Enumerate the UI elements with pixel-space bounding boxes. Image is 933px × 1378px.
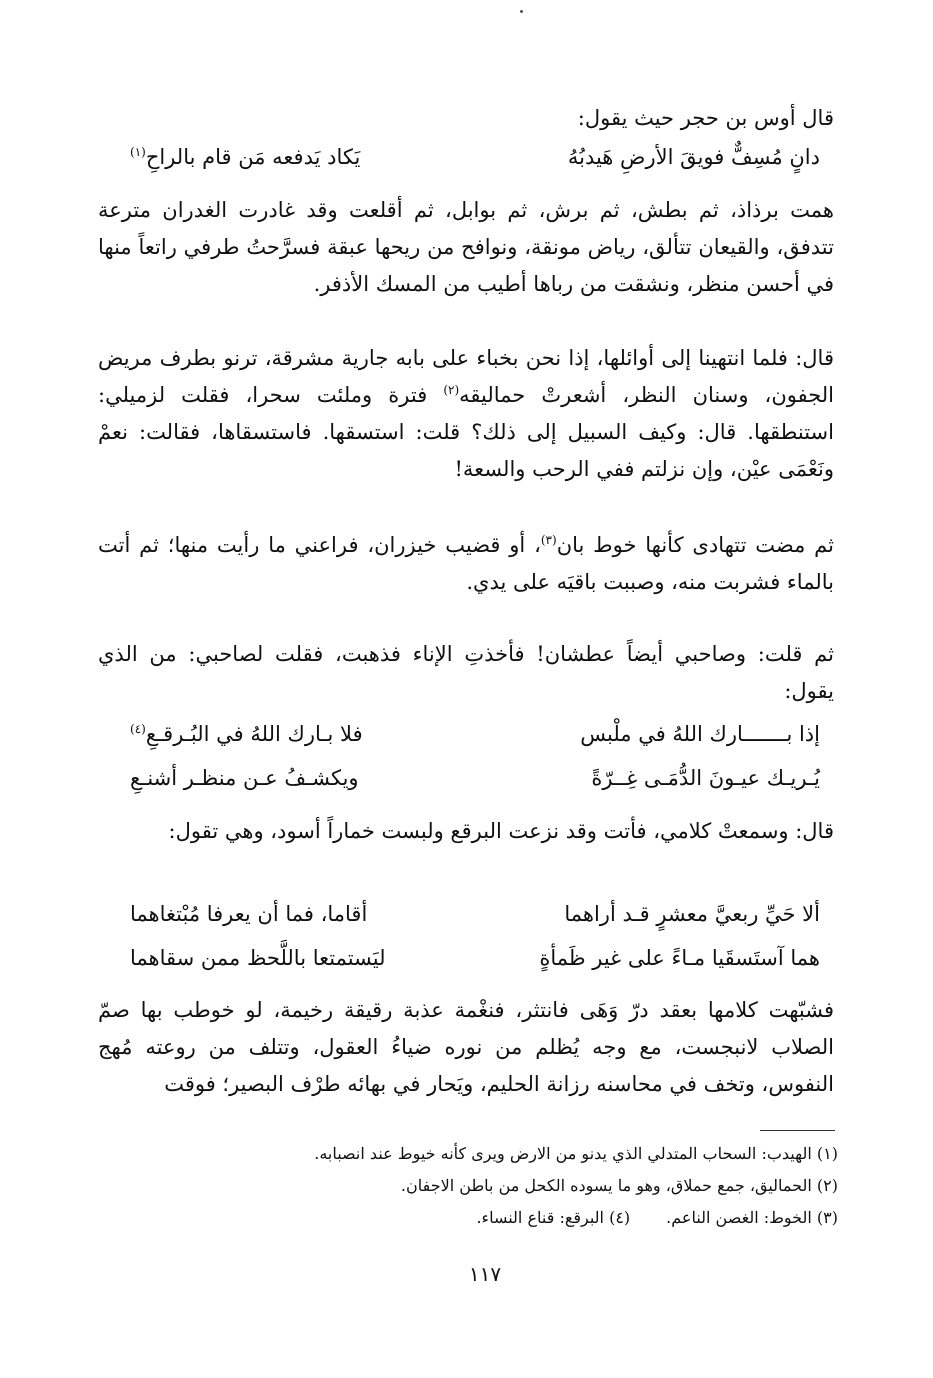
paragraph-2-part-a: قال: فلما انتهينا إلى أوائلها، إذا نحن بخباء على بابه جارية مشرقة، ترنو بطرف مريض الجفون، وسنان النظر، أشعرتْ حماليقه (98, 346, 834, 407)
verse-2-right-hemistich: إذا بـــــــارك اللهُ في ملْبس (580, 722, 820, 746)
paragraph-2-part-b: فترة وملئت سحرا، فقلت لزميلي: استنطقها. قال: وكيف السبيل إلى ذلك؟ قلت: استسقها. فاستسقاها، فقالت: نعمْ ونَعْمَى عيْن، وإن نزلتم ففي الرحب والسعة! (98, 383, 834, 481)
verse-5-left-hemistich: ليَستمتعا باللَّحظ ممن سقاهما (130, 946, 386, 970)
footnote-ref-4[interactable]: (٤) (130, 722, 146, 736)
verse-4 (130, 896, 820, 932)
paragraph-3-part-b: ، أو قضيب خيزران، فراعني ما رأيت منها؛ ثم أتت بالماء فشربت منه، وصببت باقيَه على يدي. (98, 533, 834, 594)
scan-dot (520, 10, 523, 13)
paragraph-5: قال: وسمعتْ كلامي، فأتت وقد نزعت البرقع ولبست خماراً أسود، وهي تقول: (168, 819, 834, 843)
footnote-ref-1[interactable]: (١) (130, 145, 146, 159)
footnote-2: (٢) الحماليق، جمع حملاق، وهو ما يسوده الكحل من باطن الاجفان. (400, 1176, 838, 1195)
verse-3-right-hemistich: يُـريـك عيـونَ الدُّمَـى غِــرّةً (591, 766, 820, 790)
paragraph-4: ثم قلت: وصاحبي أيضاً عطشان! فأخذتِ الإناء فذهبت، فقلت لصاحبي: من الذي يقول: (98, 642, 834, 703)
verse-3-left-hemistich: ويكشـفُ عـن منظـر أشنـعِ (130, 766, 359, 790)
footnote-ref-3[interactable]: (٣) (540, 533, 557, 547)
verse-4-right-hemistich: ألا حَيِّ ربعيَّ معشرٍ قـد أراهما (564, 902, 820, 926)
verse-4-left-hemistich: أقاما، فما أن يعرفا مُبْتغاهما (130, 902, 368, 926)
footnotes (98, 1138, 838, 1234)
footnote-row-3-4 (98, 1202, 838, 1234)
paragraph-1: همت برذاذ، ثم بطش، ثم برش، ثم بوابل، ثم أقلعت وقد غادرت الغدران مترعة تتدفق، والقيعان تتألق، رياض مونقة، ونوافح من ريحها عبقة فسرَّحتُ طرفي راتعاً منها في أحسن منظر، ونشقت من رباها أطيب من المسك الأذفر. (98, 198, 834, 296)
intro-line: قال أوس بن حجر حيث يقول: (577, 106, 834, 130)
verse-1-left-text: يَكاد يَدفعه مَن قام بالراحِ (145, 145, 361, 169)
footnote-1: (١) الهيدب: السحاب المتدلي الذي يدنو من الارض ويرى كأنه خيوط عند انصبابه. (314, 1144, 838, 1163)
verse-2 (130, 716, 820, 752)
paragraph-2 (98, 340, 834, 488)
verse-1 (130, 139, 820, 175)
verse-1-right-hemistich: دانٍ مُسِفٌّ فويقَ الأرضِ هَيدبُهُ (567, 145, 820, 169)
footnote-separator (760, 1130, 835, 1131)
verse-2-left-hemistich (130, 716, 363, 752)
paragraph-6: فشبّهت كلامها بعقد درّ وَهَى فانتثر، فنغْمة عذبة رقيقة رخيمة، لو خوطب بها صمّ الصلاب لانبجست، مع وجه يُظلم من نوره ضياءُ العقول، وتتلف من روعته مُهج النفوس، وتخف في محاسنه رزانة الحليم، ويَحار في بهائه طرْف البصير؛ فوقت (98, 998, 834, 1096)
footnote-ref-2[interactable]: (٢) (443, 383, 460, 397)
verse-5 (130, 940, 820, 976)
verse-3 (130, 760, 820, 796)
verse-5-right-hemistich: هما آستَسقَيا مـاءً على غير ظَمأةٍ (539, 946, 820, 970)
footnote-3: (٣) الخوط: الغصن الناعم. (666, 1208, 838, 1227)
page-number: ١١٧ (468, 1262, 502, 1286)
paragraph-3-part-a: ثم مضت تتهادى كأنها خوط بان (556, 533, 835, 557)
verse-2-left-text: فلا بـارك اللهُ في البُـرقـعِ (145, 722, 363, 746)
paragraph-3 (98, 527, 834, 601)
footnote-4: (٤) البرقع: قناع النساء. (476, 1208, 631, 1227)
verse-1-left-hemistich (130, 139, 360, 175)
